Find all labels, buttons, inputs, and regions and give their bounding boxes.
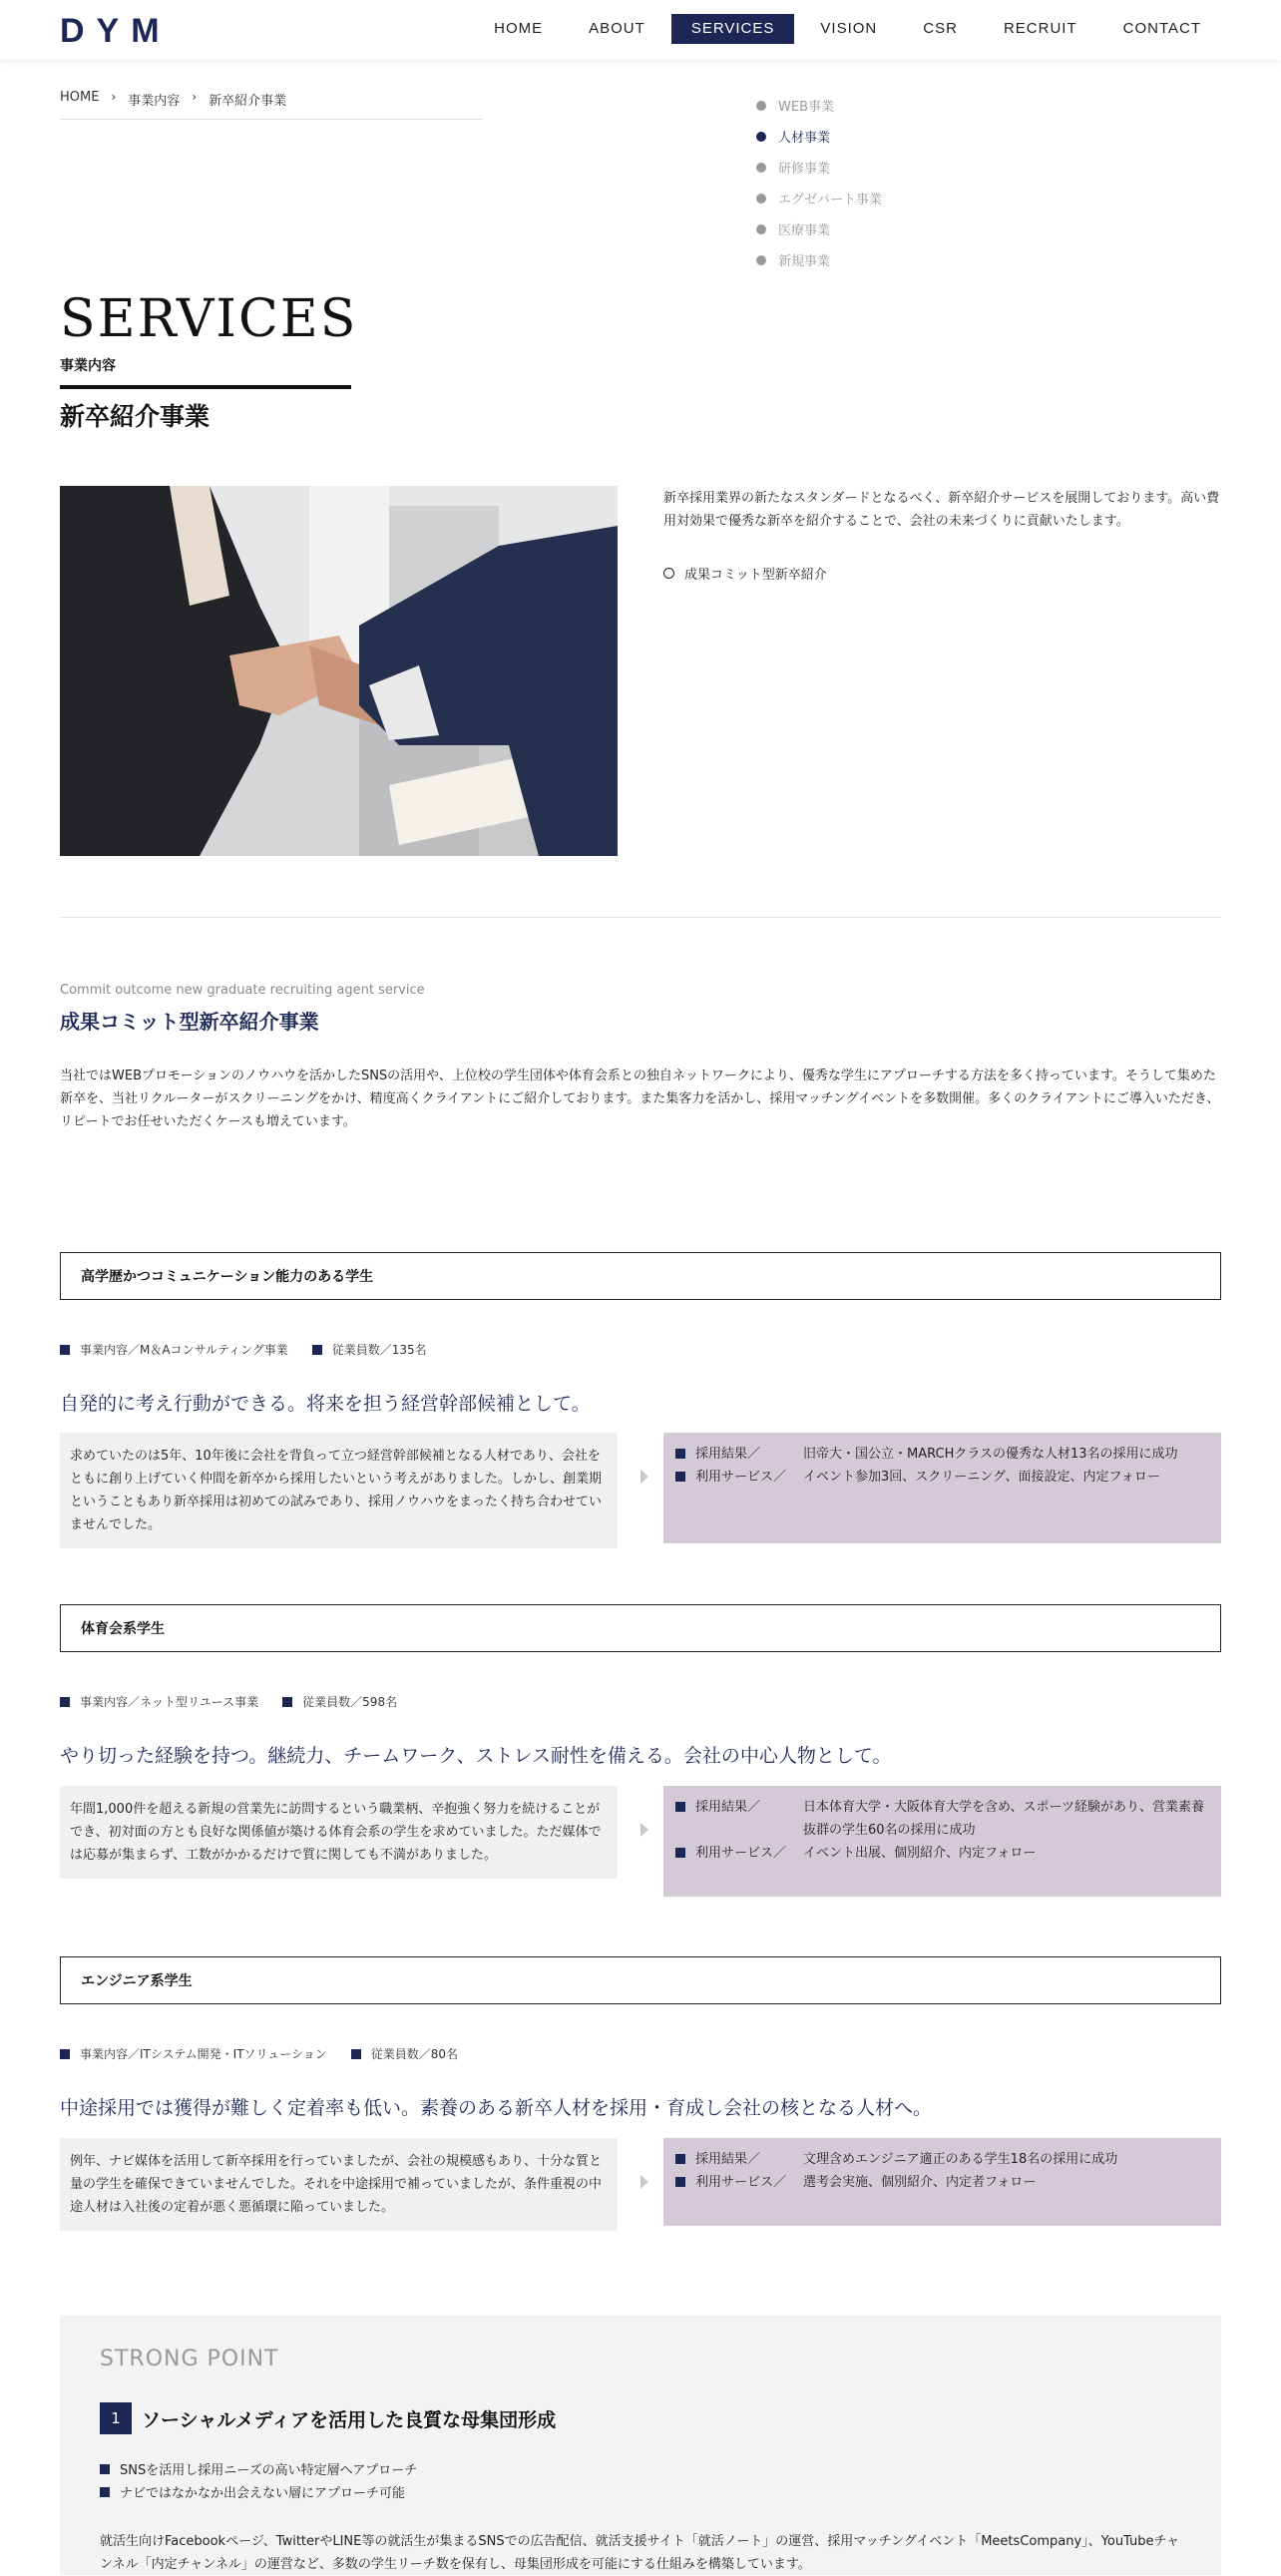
title-underline — [60, 385, 351, 389]
case-meta — [60, 1341, 427, 1358]
service-label: 利用サービス／ — [695, 1470, 787, 1485]
submenu-label: 新規事業 — [778, 254, 831, 269]
bullet-dot-icon — [756, 163, 766, 173]
square-bullet-icon — [282, 1697, 292, 1707]
case-results — [663, 1433, 1221, 1543]
square-bullet-icon — [312, 1345, 322, 1355]
square-bullet-icon — [100, 2464, 110, 2474]
strong-point-panel — [60, 2316, 1221, 2575]
case-business: 事業内容／M＆Aコンサルティング事業 — [80, 1343, 288, 1357]
service-submenu — [756, 90, 882, 275]
breadcrumb-services[interactable]: 事業内容 — [128, 94, 181, 109]
services-title: SERVICES — [60, 289, 358, 349]
case-employees: 従業員数／135名 — [331, 1343, 427, 1357]
submenu-training[interactable] — [756, 152, 882, 183]
square-bullet-icon — [675, 1802, 685, 1812]
submenu-label: 人材事業 — [778, 131, 831, 146]
arrow-right-icon — [640, 2175, 648, 2189]
circle-icon — [663, 568, 674, 579]
square-bullet-icon — [60, 1345, 70, 1355]
nav-csr[interactable]: CSR — [923, 20, 958, 37]
case-employees: 従業員数／80名 — [370, 2047, 458, 2061]
case-target-box: 体育会系学生 — [60, 1604, 1221, 1652]
result-value: 文理含めエンジニア適正のある学生18名の採用に成功 — [803, 2152, 1118, 2167]
result-row — [675, 1443, 1209, 1466]
bullet-dot-icon — [756, 224, 766, 234]
case-problem: 例年、ナビ媒体を活用して新卒採用を行っていましたが、会社の規模感もあり、十分な質と量の学生を確保できていませんでした。それを中途採用で補っていましたが、条件重視の中途人材は入社後の定着が悪く悪循環に陥っていました。 — [60, 2138, 618, 2231]
case-business: 事業内容／ITシステム開発・ITソリューション — [80, 2047, 327, 2061]
service-value: イベント出展、個別紹介、内定フォロー — [803, 1846, 1037, 1861]
page-title: 新卒紹介事業 — [60, 402, 211, 431]
bullet-dot-icon — [756, 194, 766, 204]
nav-recruit[interactable]: RECRUIT — [1003, 20, 1077, 37]
submenu-new-business[interactable] — [756, 244, 882, 275]
chevron-right-icon: › — [192, 90, 198, 104]
case-meta — [60, 2045, 458, 2062]
nav-home[interactable]: HOME — [494, 20, 544, 37]
square-bullet-icon — [675, 2154, 685, 2164]
service-label: 利用サービス／ — [695, 2175, 787, 2190]
section-body: 当社ではWEBプロモーションのノウハウを活かしたSNSの活用や、上位校の学生団体や体育会系との独自ネットワークにより、優秀な学生にアプローチする方法を多く持っています。そうして集めた新卒を、当社リクルーターがスクリーニングをかけ、精度高くクライアントにご紹介しております。また集客力を活かし、採用マッチングイベントを多数開催。多くのクライアントにご導入いただき、リピートでお任せいただくケースも増えています。 — [60, 1069, 1220, 1129]
case-headline: 自発的に考え行動ができる。将来を担う経営幹部候補として。 — [60, 1393, 591, 1415]
square-bullet-icon — [675, 2177, 685, 2187]
case-problem: 年間1,000件を超える新規の営業先に訪問するという職業柄、辛抱強く努力を続けることができ、初対面の方とも良好な関係値が築ける体育会系の学生を求めていました。ただ媒体では応募が集まらず、工数がかかるだけで質に関しても不満がありました。 — [60, 1786, 618, 1879]
point-body: 就活生向けFacebookページ、TwitterやLINE等の就活生が集まるSNSでの広告配信、就活支援サイト「就活ノート」の運営、採用マッチングイベント「MeetsCompany」、YouTubeチャンネル「内定チャンネル」の運営など、多数の学生リーチ数を保有し、母集団形成を可能にする仕組みを構築しています。 — [100, 2534, 1180, 2572]
square-bullet-icon — [675, 1848, 685, 1858]
services-subtitle: 事業内容 — [60, 358, 116, 374]
point-bullets — [100, 2457, 417, 2503]
nav-about[interactable]: ABOUT — [589, 20, 645, 37]
intro-text: 新卒採用業界の新たなスタンダードとなるべく、新卒紹介サービスを展開しております。高い費用対効果で優秀な新卒を紹介することで、会社の未来づくりに貢献いたします。 — [663, 491, 1220, 529]
service-row — [675, 2171, 1209, 2194]
case-target-box: エンジニア系学生 — [60, 1956, 1221, 2004]
breadcrumb-current: 新卒紹介事業 — [209, 94, 287, 109]
case-employees: 従業員数／598名 — [302, 1695, 398, 1709]
nav-contact[interactable]: CONTACT — [1122, 20, 1201, 37]
point-number-badge: 1 — [100, 2402, 132, 2434]
bullet-text: ナビではなかなか出会えない層にアプローチ可能 — [120, 2486, 406, 2501]
case-meta — [60, 1693, 397, 1710]
submenu-web[interactable] — [756, 90, 882, 121]
bullet-text: SNSを活用し採用ニーズの高い特定層へアプローチ — [120, 2463, 418, 2478]
section-english-label: Commit outcome new graduate recruiting agent service — [60, 983, 425, 998]
bullet-dot-icon — [756, 255, 766, 265]
service-row — [675, 1842, 1209, 1865]
submenu-label: 医療事業 — [778, 223, 831, 238]
square-bullet-icon — [351, 2049, 361, 2059]
service-value: イベント参加3回、スクリーニング、面接設定、内定フォロー — [803, 1470, 1160, 1485]
square-bullet-icon — [100, 2487, 110, 2497]
arrow-right-icon — [640, 1823, 648, 1837]
breadcrumb — [60, 90, 483, 120]
site-header — [0, 0, 1281, 60]
case-business: 事業内容／ネット型リユース事業 — [80, 1695, 259, 1709]
square-bullet-icon — [675, 1472, 685, 1482]
service-value: 選考会実施、個別紹介、内定者フォロー — [803, 2175, 1037, 2190]
main-nav — [474, 14, 1221, 44]
square-bullet-icon — [675, 1449, 685, 1459]
logo[interactable]: DYM — [60, 12, 172, 50]
list-item — [100, 2480, 417, 2503]
result-label: 採用結果／ — [695, 1447, 761, 1462]
section-title: 成果コミット型新卒紹介事業 — [60, 1010, 319, 1034]
submenu-label: WEB事業 — [778, 100, 834, 115]
service-row — [675, 1466, 1209, 1489]
submenu-label: エグゼパート事業 — [778, 193, 883, 208]
submenu-hr[interactable] — [756, 121, 882, 152]
case-target-box: 高学歴かつコミュニケーション能力のある学生 — [60, 1252, 1221, 1300]
case-problem: 求めていたのは5年、10年後に会社を背負って立つ経営幹部候補となる人材であり、会社をともに創り上げていく仲間を新卒から採用したいという考えがありました。しかし、創業期ということもあり新卒採用は初めての試みであり、採用ノウハウをまったく持ち合わせていませんでした。 — [60, 1433, 618, 1548]
submenu-label: 研修事業 — [778, 162, 831, 177]
intro-link-label: 成果コミット型新卒紹介 — [684, 568, 827, 583]
nav-vision[interactable]: VISION — [820, 20, 878, 37]
breadcrumb-home[interactable]: HOME — [60, 90, 100, 105]
intro-anchor-link[interactable] — [663, 564, 827, 583]
result-value: 旧帝大・国公立・MARCHクラスの優秀な人材13名の採用に成功 — [803, 1447, 1178, 1462]
bullet-dot-icon — [756, 132, 766, 142]
case-headline: やり切った経験を持つ。継続力、チームワーク、ストレス耐性を備える。会社の中心人物として。 — [60, 1745, 892, 1767]
case-headline: 中途採用では獲得が難しく定着率も低い。素養のある新卒人材を採用・育成し会社の核となる人材へ。 — [60, 2097, 933, 2119]
result-row — [675, 2148, 1209, 2171]
service-label: 利用サービス／ — [695, 1846, 787, 1861]
handshake-photo — [60, 486, 618, 856]
list-item — [100, 2457, 417, 2480]
submenu-expert[interactable] — [756, 183, 882, 214]
result-row — [675, 1796, 1209, 1842]
case-results — [663, 1786, 1221, 1897]
arrow-right-icon — [640, 1470, 648, 1484]
square-bullet-icon — [60, 1697, 70, 1707]
strong-point-title: STRONG POINT — [100, 2347, 279, 2371]
square-bullet-icon — [60, 2049, 70, 2059]
section-divider — [60, 917, 1221, 918]
submenu-medical[interactable] — [756, 214, 882, 244]
result-label: 採用結果／ — [695, 2152, 761, 2167]
point-heading: ソーシャルメディアを活用した良質な母集団形成 — [142, 2409, 557, 2431]
nav-services[interactable]: SERVICES — [671, 14, 795, 44]
bullet-dot-icon — [756, 101, 766, 111]
chevron-right-icon: › — [111, 90, 117, 104]
result-label: 採用結果／ — [695, 1800, 761, 1815]
case-results — [663, 2138, 1221, 2226]
result-value: 日本体育大学・大阪体育大学を含め、スポーツ経験があり、営業素養抜群の学生60名の採用に成功 — [803, 1800, 1204, 1838]
